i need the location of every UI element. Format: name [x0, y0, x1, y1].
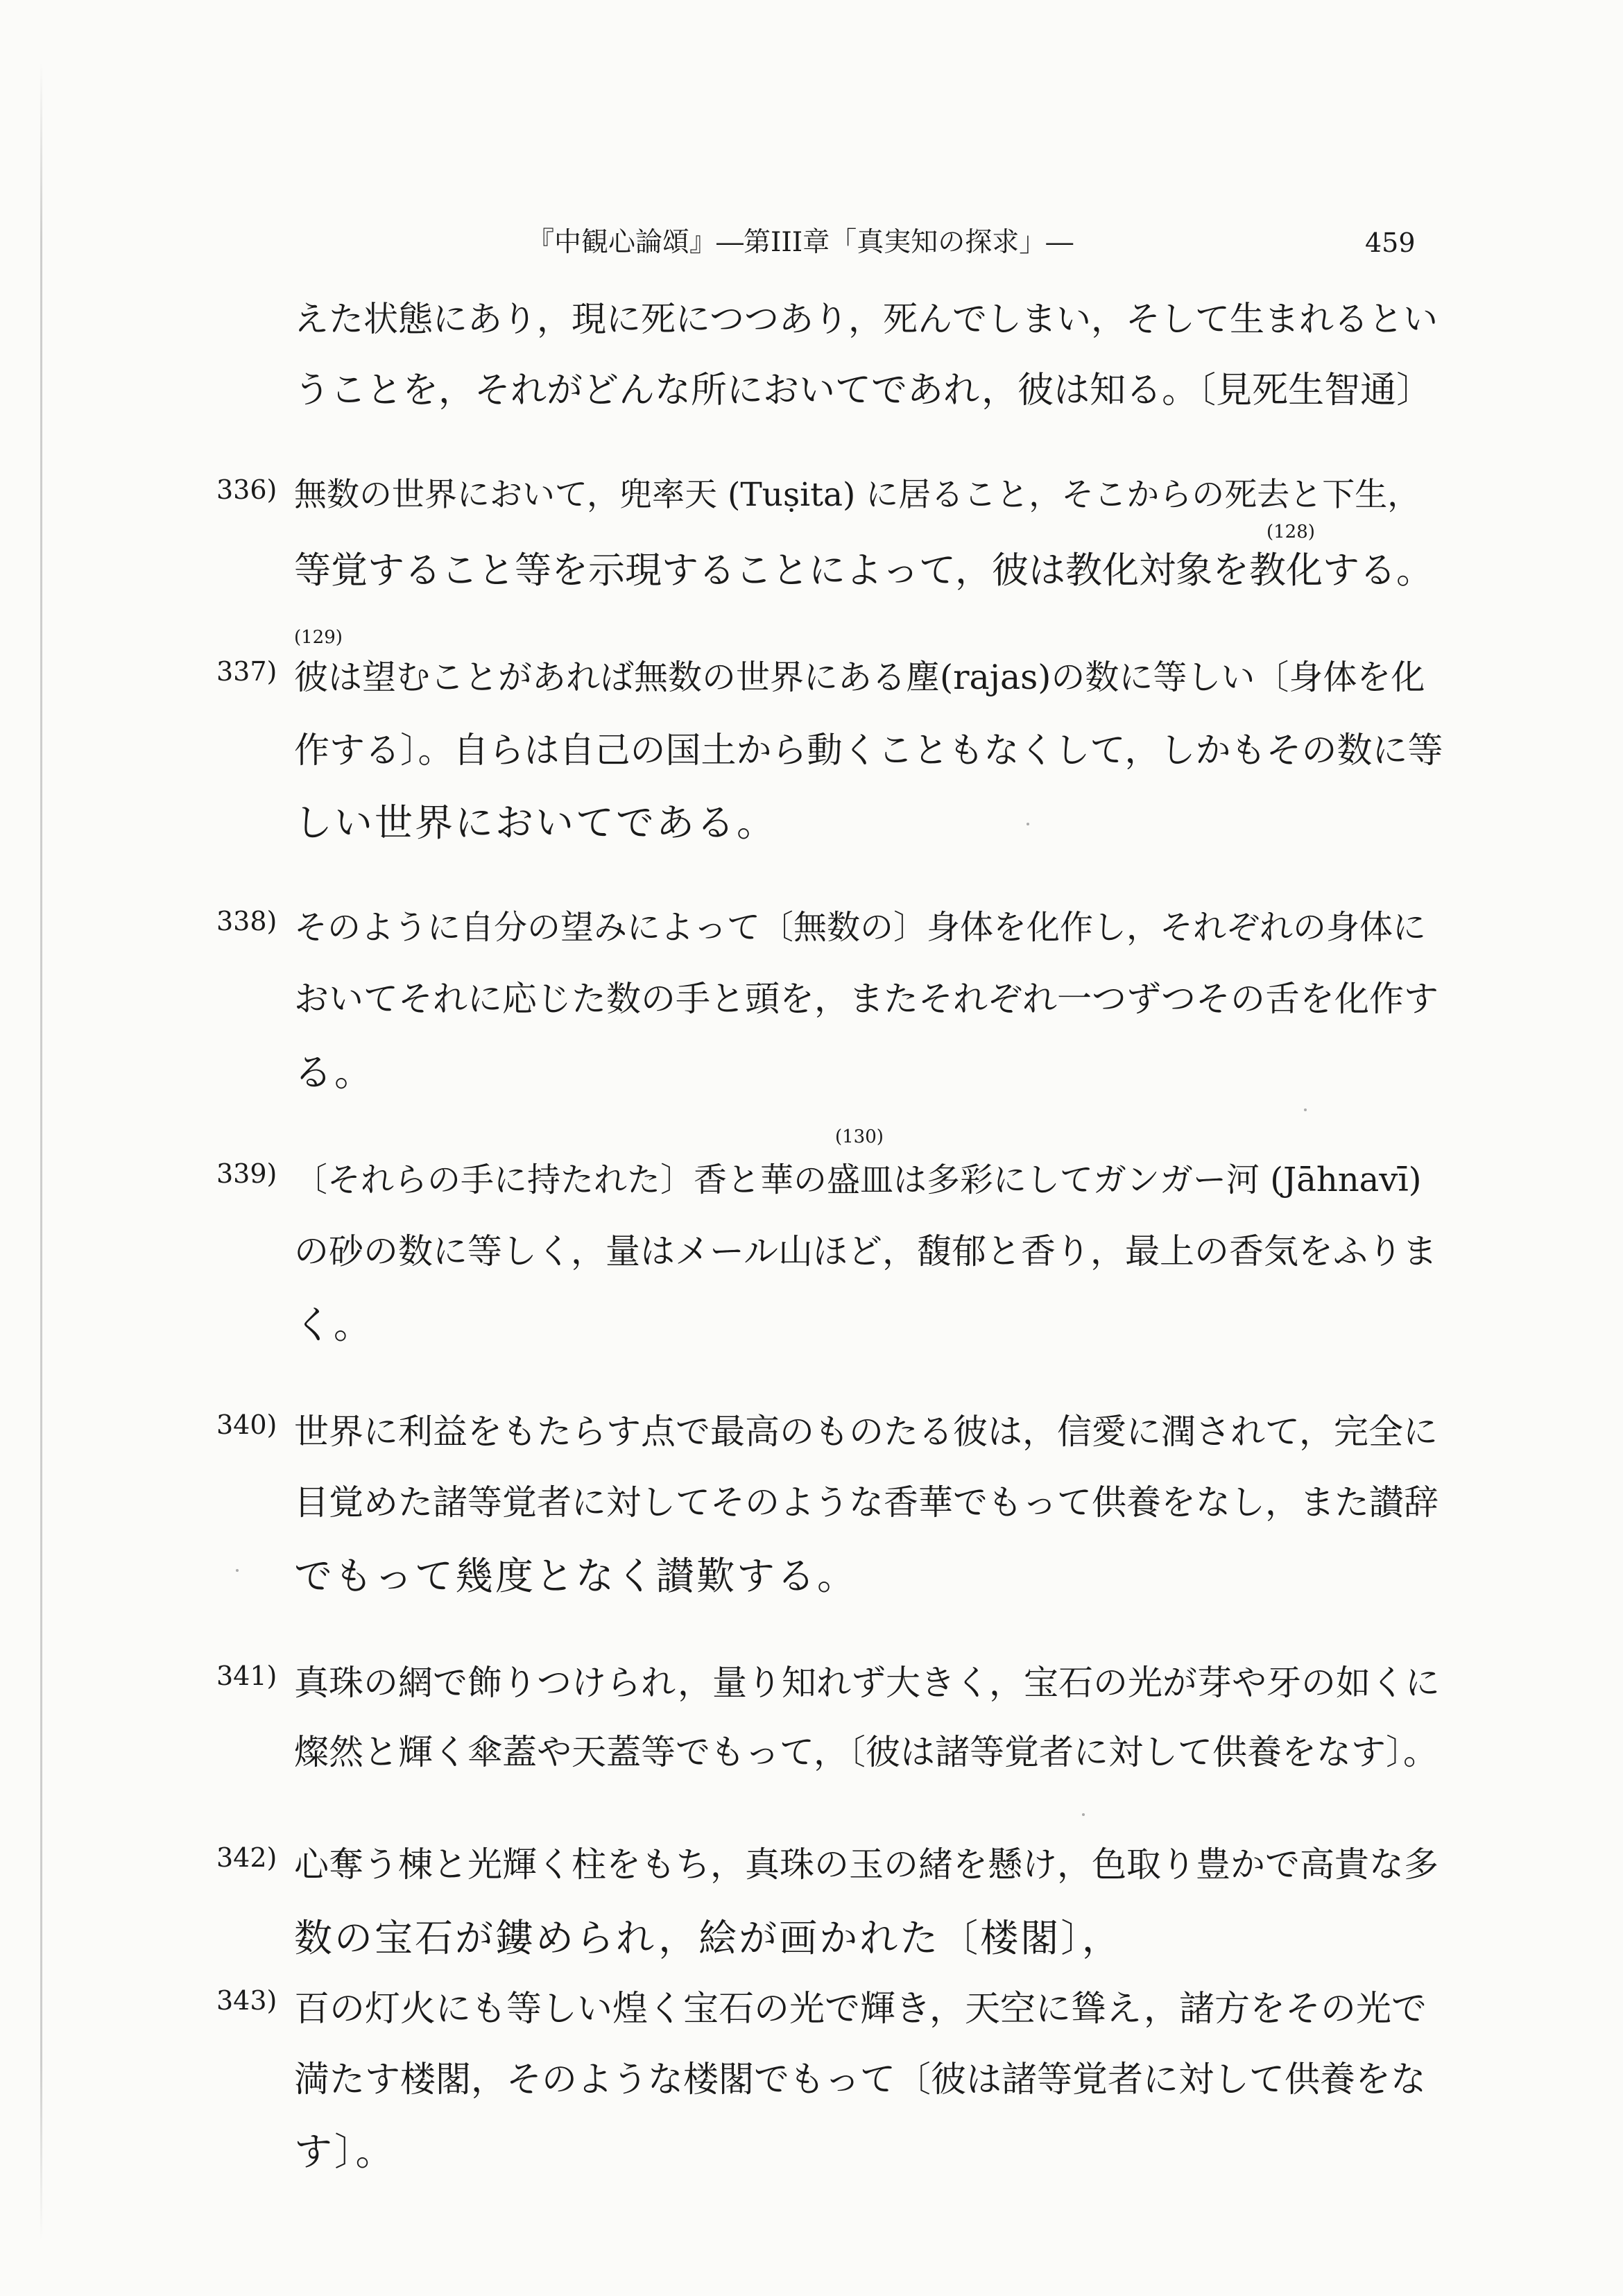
text-line: 彼は望むことがあれば無数の世界にある塵(rajas)の数に等しい〔身体を化: [294, 658, 1425, 697]
verse-number: 342): [216, 1842, 277, 1873]
text-line: そのように自分の望みによって〔無数の〕身体を化作し，それぞれの身体に: [294, 908, 1427, 947]
text-line: の砂の数に等しく，量はメール山ほど，馥郁と香り，最上の香気をふりま: [294, 1231, 1437, 1271]
text-line: おいてそれに応じた数の手と頭を，またそれぞれ一つずつその舌を化作す: [294, 979, 1439, 1019]
text-line: 世界に利益をもたらす点で最高のものたる彼は，信愛に潤されて，完全に: [294, 1412, 1438, 1452]
text-line: 満たす楼閣，そのような楼閣でもって〔彼は諸等覚者に対して供養をな: [294, 2059, 1427, 2100]
text-line: 目覚めた諸等覚者に対してそのような香華でもって供養をなし，また讃辞: [294, 1482, 1439, 1523]
footnote-marker: (129): [294, 627, 343, 648]
footnote-marker: (130): [835, 1126, 884, 1147]
text-line: す〕。: [294, 2130, 396, 2174]
text-line: 等覚すること等を示現することによって，彼は教化対象を教化する。: [294, 549, 1433, 592]
text-line: 心奪う棟と光輝く柱をもち，真珠の玉の緒を懸け，色取り豊かで高貴な多: [294, 1844, 1439, 1885]
text-line: でもって幾度となく讃歎する。: [294, 1554, 858, 1598]
scan-speck: [1027, 823, 1029, 825]
binding-edge: [40, 62, 42, 2241]
text-line: しい世界においてである。: [294, 800, 778, 845]
footnote-marker: (128): [1266, 522, 1315, 542]
verse-number: 337): [216, 656, 277, 687]
running-head: 『中観心論頌』―第III章「真実知の探求」―: [527, 227, 1074, 258]
verse-number: 338): [216, 906, 277, 936]
verse-number: 341): [216, 1661, 277, 1691]
scan-speck: [1304, 1108, 1307, 1111]
text-line: 百の灯火にも等しい煌く宝石の光で輝き，天空に聳え，諸方をその光で: [294, 1989, 1427, 2030]
text-line: く。: [294, 1303, 374, 1347]
text-line: 数の宝石が鏤められ，絵が画かれた〔楼閣〕，: [294, 1916, 1122, 1960]
text-line: 作する〕。自らは自己の国土から動くこともなくして，しかもその数に等: [294, 730, 1443, 771]
verse-number: 340): [216, 1410, 277, 1440]
text-line: 燦然と輝く傘蓋や天蓋等でもって，〔彼は諸等覚者に対して供養をなす〕。: [294, 1732, 1438, 1772]
verse-number: 339): [216, 1158, 277, 1189]
text-line: 無数の世界において，兜率天 (Tuṣita) に居ること，そこからの死去と下生，: [294, 476, 1420, 514]
page-number: 459: [1365, 228, 1416, 258]
scan-speck: [236, 1569, 239, 1572]
text-line: うことを，それがどんな所においてであれ，彼は知る。〔見死生智通〕: [294, 370, 1433, 411]
verse-number: 336): [216, 474, 277, 505]
text-line: 〔それらの手に持たれた〕香と華の盛皿は多彩にしてガンガー河 (Jāhnavī): [294, 1160, 1422, 1199]
text-line: 真珠の網で飾りつけられ，量り知れず大きく，宝石の光が芽や牙の如くに: [294, 1663, 1440, 1703]
scan-speck: [1082, 1813, 1085, 1816]
text-line: る。: [294, 1050, 375, 1095]
text-line: えた状態にあり，現に死につつあり，死んでしまい，そして生まれるとい: [294, 299, 1438, 339]
verse-number: 343): [216, 1985, 277, 2016]
